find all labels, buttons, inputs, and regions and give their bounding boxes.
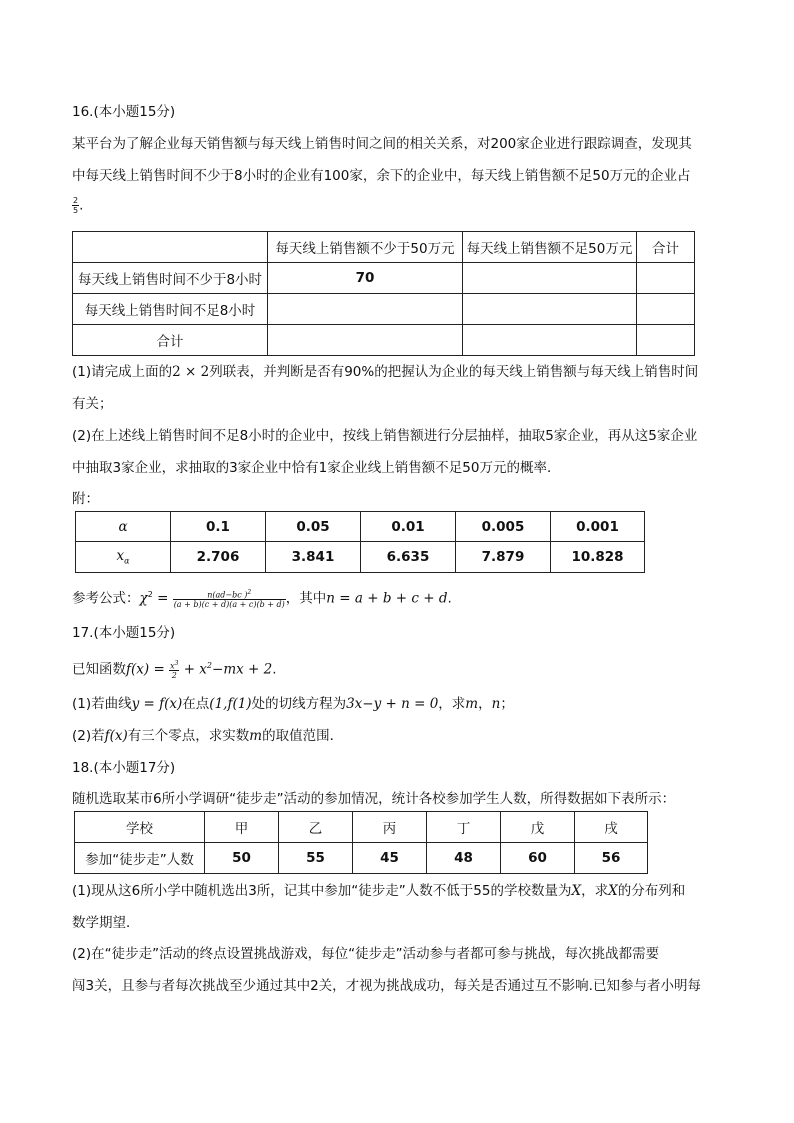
table-row	[73, 294, 695, 325]
table-header-cell: 每天线上销售额不足50万元	[463, 232, 637, 263]
table-cell	[637, 263, 695, 294]
table-cell: 45	[353, 843, 427, 874]
q16-part1-line2: 有关；	[72, 396, 113, 412]
q17-part1: (1)若曲线y = f(x)在点(1,f(1)处的切线方程为3x−y + n = 0，求m，n；	[72, 696, 514, 712]
table-cell: 0.005	[456, 512, 551, 542]
q17-header: 17.(本小题15分)	[72, 625, 176, 641]
q18-part2-line2: 闯3关，且参与者每次挑战至少通过其中2关，才视为挑战成功，每关是否通过互不影响.已知参与者小明每	[72, 978, 701, 994]
fraction-x-cubed-over-two: $\frac{x^3}{2}$	[170, 659, 179, 681]
reference-formula: 参考公式：$\chi^2$ = $\frac{n(ad-bc )^2}{(a + b)(c + d)(a + c)(b + d)}$ ，其中n = a + b + c + d.	[72, 588, 452, 610]
table-header-cell: 戌	[575, 812, 648, 843]
table-cell: 56	[575, 843, 648, 874]
table-header-cell	[73, 232, 268, 263]
table-row	[76, 512, 645, 542]
table-header-cell: 丙	[353, 812, 427, 843]
table-cell: 7.879	[456, 542, 551, 573]
table-cell: 60	[501, 843, 575, 874]
table-header-cell: 戊	[501, 812, 575, 843]
table-cell: 0.001	[551, 512, 645, 542]
table-cell: 2.706	[171, 542, 266, 573]
table-cell	[268, 325, 463, 356]
q16-line2: 中每天线上销售时间不少于8小时的企业有100家，余下的企业中，每天线上销售额不足50万元的企业占	[72, 168, 691, 184]
q16-part1-line1: (1)请完成上面的2 × 2列联表，并判断是否有90%的把握认为企业的每天线上销售额与每天线上销售时间	[72, 364, 699, 380]
table-cell: 0.01	[361, 512, 456, 542]
table-cell: 每天线上销售时间不少于8小时	[73, 263, 268, 294]
table-row	[76, 542, 645, 573]
fraction-two-fifths: $\frac{2}{5}$	[73, 196, 79, 215]
table-cell: 10.828	[551, 542, 645, 573]
q16-part2-line1: (2)在上述线上销售时间不足8小时的企业中，按线上销售额进行分层抽样，抽取5家企业，再从这5家企业	[72, 428, 698, 444]
table-cell: 70	[268, 263, 463, 294]
table-row	[73, 325, 695, 356]
table-cell	[463, 263, 637, 294]
table-cell: 0.05	[266, 512, 361, 542]
table-cell: 3.841	[266, 542, 361, 573]
reference-table	[75, 511, 645, 573]
q18-header: 18.(本小题17分)	[72, 760, 176, 776]
table-cell: 50	[205, 843, 279, 874]
q16-part2-line2: 中抽取3家企业，求抽取的3家企业中恰有1家企业线上销售额不足50万元的概率．	[72, 460, 561, 476]
alpha-label: α	[76, 512, 171, 542]
table-cell: 55	[279, 843, 353, 874]
q18-part1-line2: 数学期望．	[72, 915, 140, 931]
table-cell	[463, 294, 637, 325]
table-header-cell: 丁	[427, 812, 501, 843]
table-cell	[637, 294, 695, 325]
chi-square-fraction: $\frac{n(ad-bc )^2}{(a + b)(c + d)(a + c)(b + d)}$	[173, 588, 285, 610]
table-header-cell: 每天线上销售额不少于50万元	[268, 232, 463, 263]
q16-line1: 某平台为了解企业每天销售额与每天线上销售时间之间的相关关系，对200家企业进行跟踪调查，发现其	[72, 136, 692, 152]
table-header-row	[73, 232, 695, 263]
x-alpha-label: $x_\alpha$	[76, 542, 171, 573]
contingency-table	[72, 231, 695, 356]
q17-function: 已知函数f(x) = $\frac{x^3}{2}$ + $x^2-mx + 2$.	[72, 659, 277, 681]
table-header-cell: 甲	[205, 812, 279, 843]
table-header-cell: 合计	[637, 232, 695, 263]
q18-intro: 随机选取某市6所小学调研“徒步走”活动的参加情况，统计各校参加学生人数，所得数据如下表所示：	[72, 791, 676, 807]
table-cell	[637, 325, 695, 356]
q16-fraction: $\frac{2}{5}$ .	[73, 196, 84, 215]
table-cell: 每天线上销售时间不足8小时	[73, 294, 268, 325]
table-header-cell: 学校	[75, 812, 205, 843]
appendix-label: 附：	[72, 491, 99, 507]
table-cell	[463, 325, 637, 356]
table-cell: 合计	[73, 325, 268, 356]
table-row	[75, 843, 648, 874]
table-cell	[268, 294, 463, 325]
table-row	[73, 263, 695, 294]
q18-part1-line1: (1)现从这6所小学中随机选出3所，记其中参加“徒步走”人数不低于55的学校数量为X，求X的分布列和	[72, 883, 686, 899]
table-cell: 6.635	[361, 542, 456, 573]
q17-part2: (2)若f(x)有三个零点，求实数m的取值范围．	[72, 728, 344, 744]
table-cell: 0.1	[171, 512, 266, 542]
school-participation-table	[74, 811, 648, 874]
q16-header: 16.(本小题15分)	[72, 104, 176, 120]
table-header-row	[75, 812, 648, 843]
q18-part2-line1: (2)在“徒步走”活动的终点设置挑战游戏，每位“徒步走”活动参与者都可参与挑战，每次挑战都需要	[72, 946, 660, 962]
table-cell: 48	[427, 843, 501, 874]
table-cell: 参加“徒步走”人数	[75, 843, 205, 874]
table-header-cell: 乙	[279, 812, 353, 843]
